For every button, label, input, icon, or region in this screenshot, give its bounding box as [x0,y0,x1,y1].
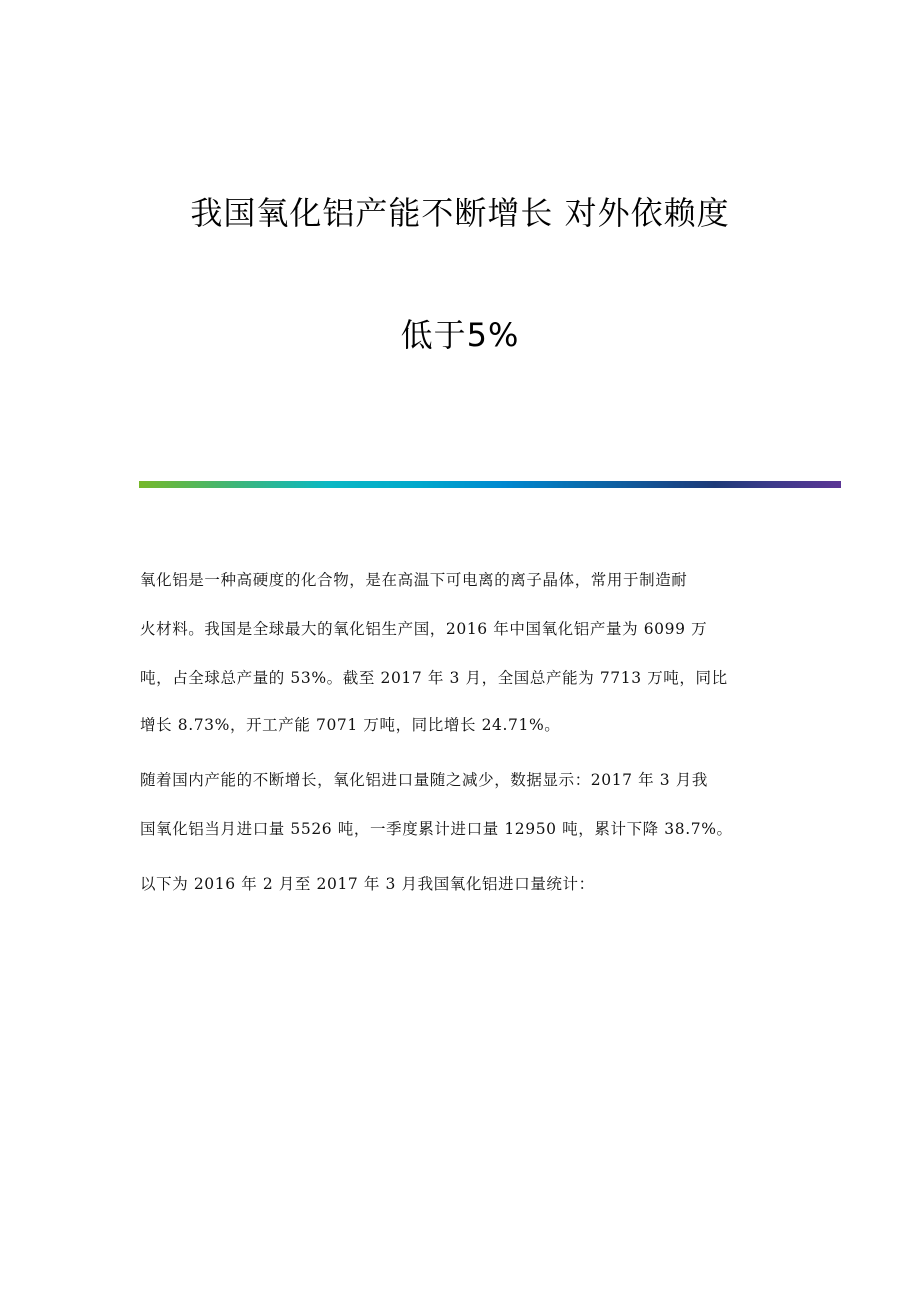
paragraph-1-line-1: 氧化铝是一种高硬度的化合物，是在高温下可电离的离子晶体，常用于制造耐 [140,571,688,589]
paragraph-3-line-1: 以下为 2016 年 2 月至 2017 年 3 月我国氧化铝进口量统计： [140,875,595,893]
paragraph-2-line-1: 随着国内产能的不断增长，氧化铝进口量随之减少，数据显示：2017 年 3 月我 [140,771,708,789]
document-title-line-2: 低于5% [400,316,520,354]
paragraph-2-line-2: 国氧化铝当月进口量 5526 吨，一季度累计进口量 12950 吨，累计下降 38.7%。 [140,820,733,838]
paragraph-1-line-2: 火材料。我国是全球最大的氧化铝生产国，2016 年中国氧化铝产量为 6099 万 [140,620,708,638]
gradient-divider [139,481,841,488]
paragraph-1-line-3: 吨，占全球总产量的 53%。截至 2017 年 3 月，全国总产能为 7713 万吨，同比 [140,669,728,687]
paragraph-1-line-4: 增长 8.73%，开工产能 7071 万吨，同比增长 24.71%。 [140,716,561,734]
document-title-line-1: 我国氧化铝产能不断增长 对外依赖度 [190,194,730,232]
